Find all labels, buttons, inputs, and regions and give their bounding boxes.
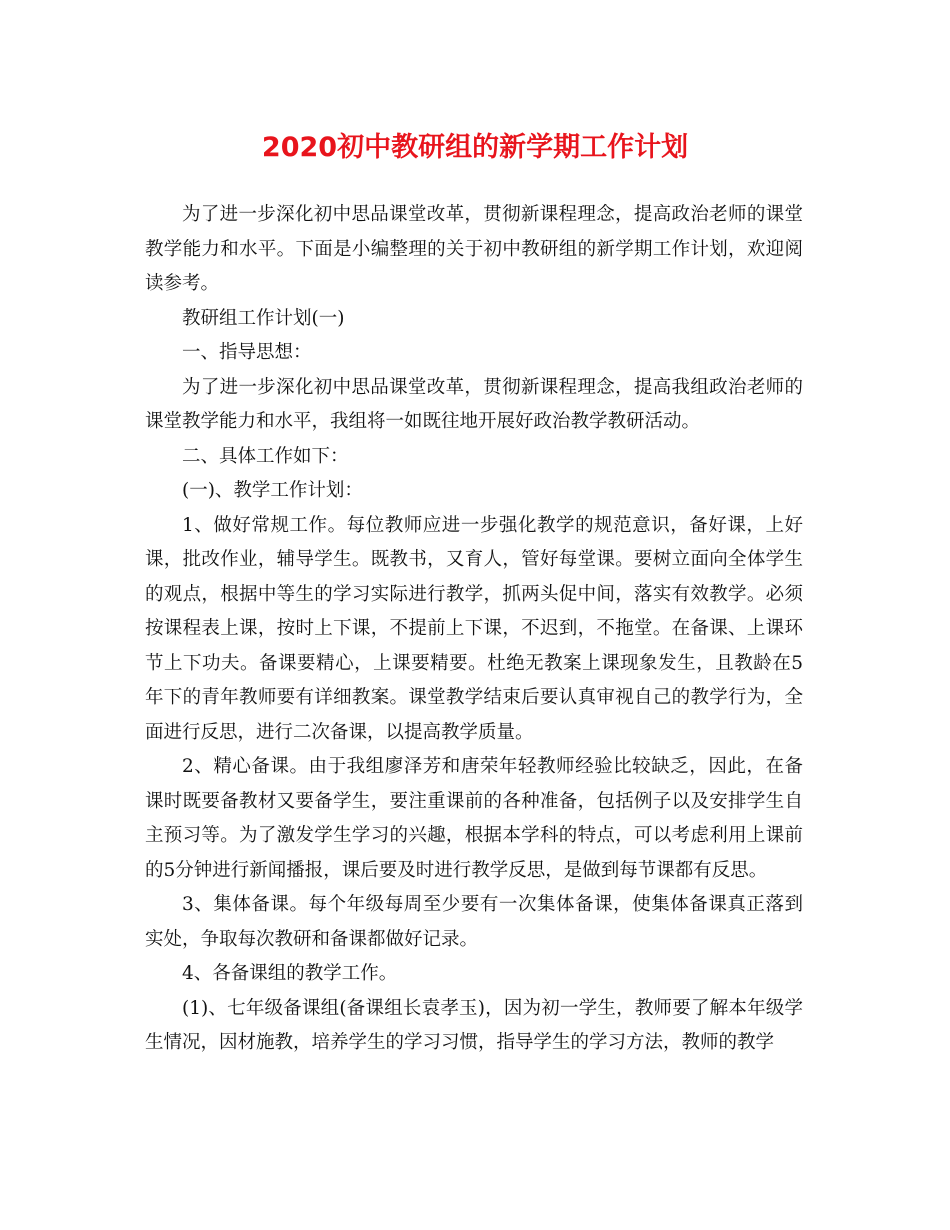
paragraph-item-4: 4、各备课组的教学工作。 <box>182 963 398 984</box>
paragraph-item-3: 3、集体备课。每个年级每周至少要有一次集体备课，使集体备课真正落到实处，争取每次教研和备课都做好记录。 <box>145 894 803 950</box>
paragraph-item-2: 2、精心备课。由于我组廖泽芳和唐荣年轻教师经验比较缺乏，因此，在备课时既要备教材又要备学生，要注重课前的各种准备，包括例子以及安排学生自主预习等。为了激发学生学习的兴趣，根据本学科的特点，可以考虑利用上课前的5分钟进行新闻播报，课后要及时进行教学反思，是做到每节课都有反思。 <box>145 756 803 881</box>
paragraph-section-1-heading: 一、指导思想： <box>182 342 312 363</box>
document-title: 2020初中教研组的新学期工作计划 <box>261 132 689 163</box>
paragraph-teaching-plan-heading: (一)、教学工作计划： <box>182 480 363 501</box>
paragraph-intro: 为了进一步深化初中思品课堂改革，贯彻新课程理念，提高政治老师的课堂教学能力和水平。下面是小编整理的关于初中教研组的新学期工作计划，欢迎阅读参考。 <box>145 204 803 294</box>
document-body <box>145 198 803 1061</box>
paragraph-plan-heading: 教研组工作计划(一) <box>182 307 345 329</box>
paragraph-item-1: 1、做好常规工作。每位教师应进一步强化教学的规范意识，备好课，上好课，批改作业，辅导学生。既教书，又育人，管好每堂课。要树立面向全体学生的观点，根据中等生的学习实际进行教学，抓两头促中间，落实有效教学。必须按课程表上课，按时上下课，不提前上下课，不迟到，不拖堂。在备课、上课环节上下功夫。备课要精心，上课要精要。杜绝无教案上课现象发生，且教龄在5年下的青年教师要有详细教案。课堂教学结束后要认真审视自己的教学行为，全面进行反思，进行二次备课，以提高教学质量。 <box>145 514 803 743</box>
paragraph-guiding-thought: 为了进一步深化初中思品课堂改革，贯彻新课程理念，提高我组政治老师的课堂教学能力和水平，我组将一如既往地开展好政治教学教研活动。 <box>145 376 803 432</box>
paragraph-section-2-heading: 二、具体工作如下： <box>182 445 349 467</box>
paragraph-item-4-1: (1)、七年级备课组(备课组长袁孝玉)，因为初一学生，教师要了解本年级学生情况，因材施教，培养学生的学习习惯，指导学生的学习方法，教师的教学 <box>145 997 803 1053</box>
